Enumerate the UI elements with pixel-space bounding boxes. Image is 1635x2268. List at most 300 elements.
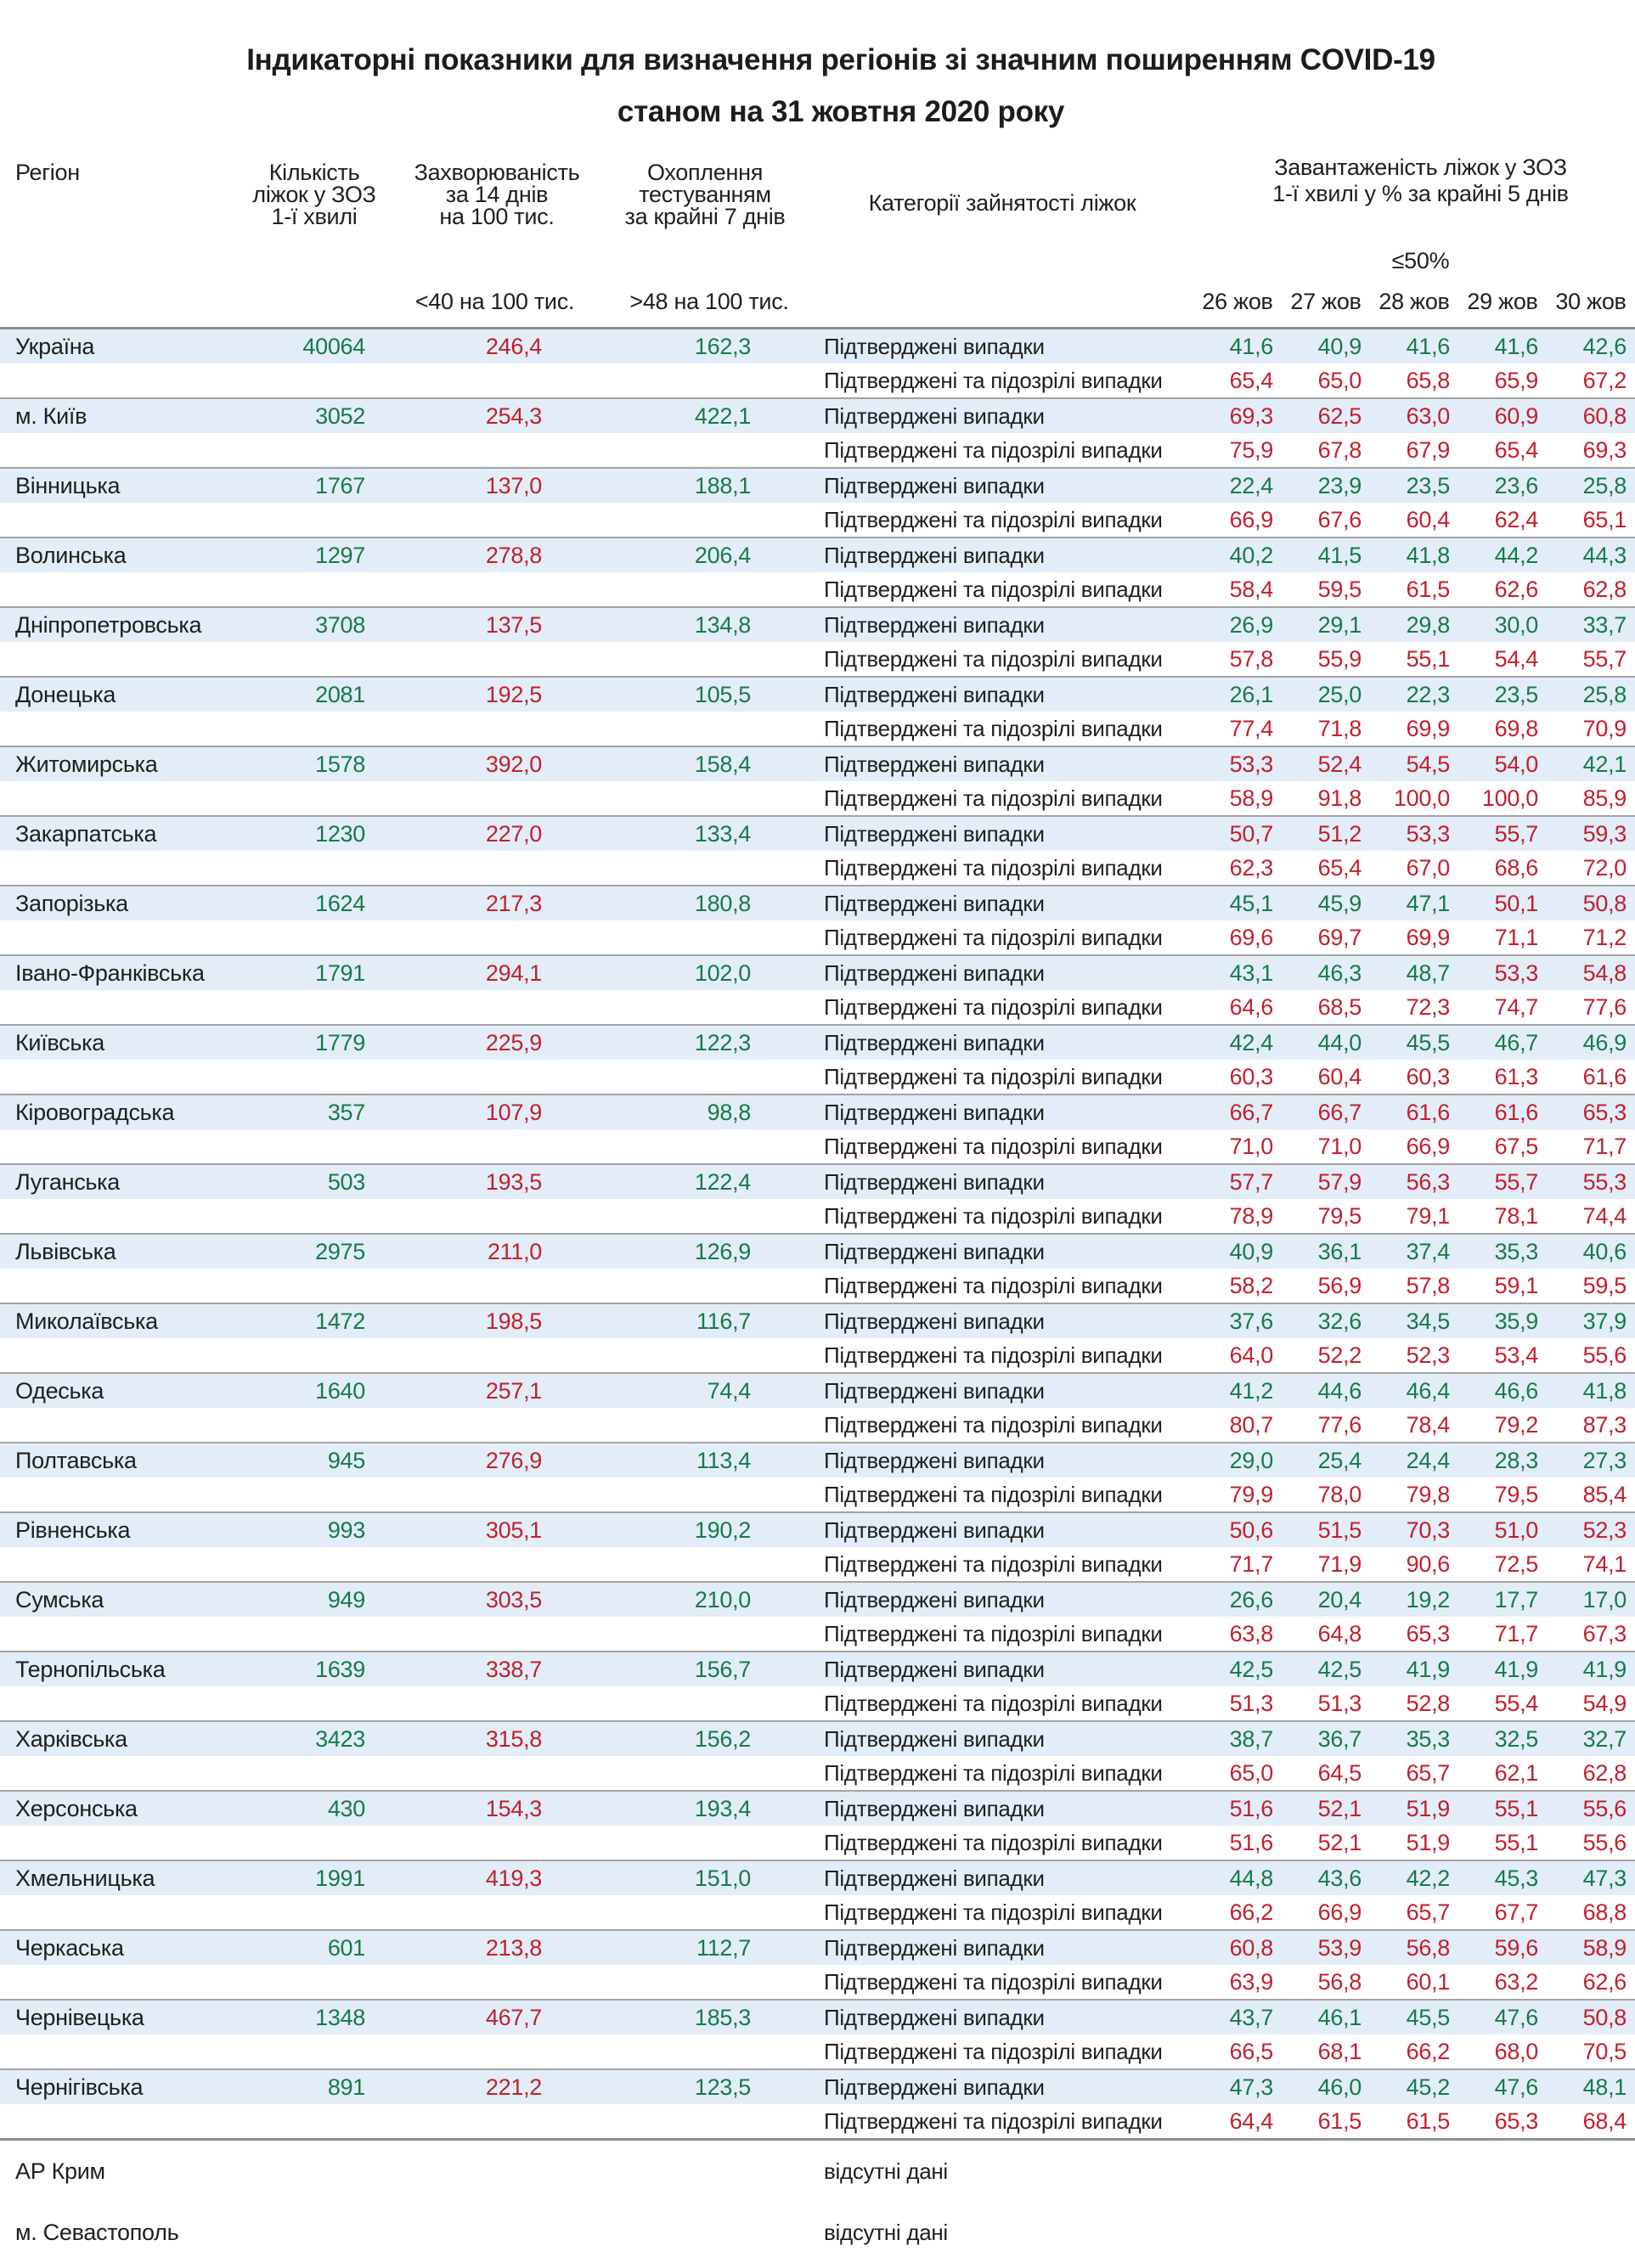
occupancy-value: 47,3 bbox=[1229, 2074, 1273, 2100]
occupancy-value: 65,7 bbox=[1406, 1759, 1450, 1786]
occupancy-value: 46,3 bbox=[1317, 960, 1362, 986]
beds-value: 2081 bbox=[315, 681, 365, 707]
occupancy-value: 77,4 bbox=[1229, 715, 1273, 741]
incidence-value: 315,8 bbox=[485, 1725, 542, 1752]
occupancy-value: 60,4 bbox=[1317, 1063, 1362, 1089]
beds-value: 1791 bbox=[315, 960, 365, 986]
occupancy-value: 67,9 bbox=[1406, 436, 1450, 463]
region-name: Житомирська bbox=[15, 751, 158, 777]
category-label-confirmed: Підтверджені випадки bbox=[824, 1447, 1045, 1473]
occupancy-value: 66,2 bbox=[1406, 2038, 1450, 2064]
beds-value: 1624 bbox=[315, 890, 365, 916]
occupancy-value: 41,5 bbox=[1317, 542, 1362, 568]
occupancy-value: 45,3 bbox=[1494, 1865, 1538, 1891]
occupancy-value: 61,6 bbox=[1494, 1099, 1538, 1125]
occupancy-value: 55,7 bbox=[1494, 820, 1538, 847]
table-row-confirmed-suspected bbox=[0, 1826, 1635, 1860]
table-row-confirmed-suspected bbox=[0, 1547, 1635, 1581]
region-name: Київська bbox=[15, 1029, 104, 1055]
occupancy-value: 52,8 bbox=[1406, 1690, 1450, 1716]
region-block bbox=[0, 537, 1635, 606]
beds-value: 1297 bbox=[315, 542, 365, 568]
occupancy-value: 67,5 bbox=[1494, 1133, 1538, 1159]
occupancy-value: 58,2 bbox=[1229, 1272, 1273, 1298]
table-row-confirmed bbox=[0, 1235, 1635, 1269]
occupancy-value: 67,2 bbox=[1582, 367, 1627, 393]
occupancy-value: 44,2 bbox=[1494, 542, 1538, 568]
occupancy-value: 51,9 bbox=[1406, 1829, 1450, 1855]
occupancy-value: 25,8 bbox=[1582, 681, 1627, 707]
table-body bbox=[0, 327, 1635, 2263]
occupancy-value: 46,0 bbox=[1317, 2074, 1362, 2100]
occupancy-value: 19,2 bbox=[1406, 1586, 1450, 1612]
category-label-confirmed-suspected: Підтверджені та підозрілі випадки bbox=[824, 1690, 1163, 1716]
occupancy-value: 35,3 bbox=[1494, 1238, 1538, 1264]
incidence-value: 254,3 bbox=[485, 402, 542, 429]
region-name: Рівненська bbox=[15, 1517, 131, 1543]
category-label-confirmed: Підтверджені випадки bbox=[824, 820, 1045, 847]
table-row-confirmed bbox=[0, 1444, 1635, 1477]
occupancy-value: 46,9 bbox=[1582, 1029, 1627, 1055]
occupancy-value: 62,6 bbox=[1582, 1968, 1627, 1995]
category-label-confirmed: Підтверджені випадки bbox=[824, 333, 1045, 359]
occupancy-value: 41,9 bbox=[1582, 1656, 1627, 1682]
category-label-confirmed: Підтверджені випадки bbox=[824, 751, 1045, 777]
column-header-testing: Охоплення тестуванням за крайні 7 днів bbox=[624, 160, 786, 229]
region-name: Вінницька bbox=[15, 472, 121, 498]
testing-value: 98,8 bbox=[707, 1099, 751, 1125]
occupancy-value: 17,7 bbox=[1494, 1586, 1538, 1612]
category-label-confirmed-suspected: Підтверджені та підозрілі випадки bbox=[824, 924, 1163, 950]
occupancy-value: 77,6 bbox=[1582, 993, 1627, 1020]
occupancy-value: 47,6 bbox=[1494, 2004, 1538, 2030]
occupancy-value: 63,8 bbox=[1229, 1620, 1273, 1646]
testing-value: 188,1 bbox=[694, 472, 751, 498]
incidence-value: 137,0 bbox=[485, 472, 542, 498]
occupancy-value: 65,8 bbox=[1406, 367, 1450, 393]
occupancy-value: 71,0 bbox=[1317, 1133, 1362, 1159]
occupancy-value: 22,3 bbox=[1406, 681, 1450, 707]
occupancy-value: 53,3 bbox=[1229, 751, 1273, 777]
occupancy-value: 64,5 bbox=[1317, 1759, 1362, 1786]
category-label-confirmed: Підтверджені випадки bbox=[824, 542, 1045, 568]
no-data-label: відсутні дані bbox=[824, 2219, 948, 2245]
table-row-confirmed bbox=[0, 747, 1635, 781]
category-label-confirmed-suspected: Підтверджені та підозрілі випадки bbox=[824, 436, 1163, 463]
occupancy-value: 66,9 bbox=[1406, 1133, 1450, 1159]
occupancy-value: 23,5 bbox=[1494, 681, 1538, 707]
region-name: Чернігівська bbox=[15, 2074, 144, 2100]
occupancy-value: 67,3 bbox=[1582, 1620, 1627, 1646]
occupancy-value: 79,8 bbox=[1406, 1481, 1450, 1507]
table-row-confirmed-suspected bbox=[0, 2034, 1635, 2068]
occupancy-value: 32,7 bbox=[1582, 1725, 1627, 1752]
occupancy-value: 52,3 bbox=[1406, 1342, 1450, 1368]
occupancy-value: 65,7 bbox=[1406, 1899, 1450, 1925]
occupancy-value: 78,9 bbox=[1229, 1202, 1273, 1229]
category-label-confirmed: Підтверджені випадки bbox=[824, 1517, 1045, 1543]
table-row-confirmed-suspected bbox=[0, 363, 1635, 397]
occupancy-value: 41,6 bbox=[1229, 333, 1273, 359]
table-row-confirmed-suspected bbox=[0, 920, 1635, 954]
occupancy-value: 56,3 bbox=[1406, 1168, 1450, 1195]
occupancy-value: 78,1 bbox=[1494, 1202, 1538, 1229]
region-block bbox=[0, 1999, 1635, 2068]
occupancy-value: 61,5 bbox=[1406, 576, 1450, 602]
occupancy-value: 62,8 bbox=[1582, 1759, 1627, 1786]
region-block bbox=[0, 954, 1635, 1024]
table-row-confirmed-suspected bbox=[0, 1756, 1635, 1790]
region-block bbox=[0, 1303, 1635, 1372]
table-row-confirmed bbox=[0, 538, 1635, 572]
region-block bbox=[0, 327, 1635, 397]
occupancy-value: 64,0 bbox=[1229, 1342, 1273, 1368]
date-header: 26 жов bbox=[1202, 288, 1273, 314]
region-block bbox=[0, 1651, 1635, 1720]
table-row-confirmed bbox=[0, 1722, 1635, 1756]
region-block bbox=[0, 467, 1635, 537]
occupancy-value: 69,9 bbox=[1406, 924, 1450, 950]
table-row-confirmed bbox=[0, 1652, 1635, 1686]
occupancy-value: 45,5 bbox=[1406, 1029, 1450, 1055]
occupancy-value: 69,8 bbox=[1494, 715, 1538, 741]
occupancy-value: 65,3 bbox=[1494, 2108, 1538, 2134]
occupancy-value: 61,3 bbox=[1494, 1063, 1538, 1089]
occupancy-value: 62,4 bbox=[1494, 506, 1538, 532]
table-row bbox=[0, 2202, 1635, 2263]
occupancy-value: 62,3 bbox=[1229, 854, 1273, 881]
region-block bbox=[0, 815, 1635, 885]
occupancy-value: 51,3 bbox=[1317, 1690, 1362, 1716]
beds-value: 1779 bbox=[315, 1029, 365, 1055]
occupancy-value: 26,6 bbox=[1229, 1586, 1273, 1612]
occupancy-value: 67,8 bbox=[1317, 436, 1362, 463]
category-label-confirmed-suspected: Підтверджені та підозрілі випадки bbox=[824, 2108, 1163, 2134]
region-block bbox=[0, 1372, 1635, 1442]
table-row-confirmed-suspected bbox=[0, 1965, 1635, 1999]
table-row-confirmed-suspected bbox=[0, 1895, 1635, 1929]
region-name: Одеська bbox=[15, 1377, 104, 1404]
region-block bbox=[0, 2068, 1635, 2138]
beds-value: 3423 bbox=[315, 1725, 365, 1752]
occupancy-value: 24,4 bbox=[1406, 1447, 1450, 1473]
occupancy-value: 46,6 bbox=[1494, 1377, 1538, 1404]
occupancy-value: 52,1 bbox=[1317, 1829, 1362, 1855]
category-label-confirmed-suspected: Підтверджені та підозрілі випадки bbox=[824, 1759, 1163, 1786]
beds-value: 1472 bbox=[315, 1308, 365, 1334]
occupancy-value: 50,6 bbox=[1229, 1517, 1273, 1543]
category-label-confirmed: Підтверджені випадки bbox=[824, 2004, 1045, 2030]
occupancy-value: 52,1 bbox=[1317, 1795, 1362, 1821]
report-title-line1: Індикаторні показники для визначення регіонів зі значним поширенням COVID-19 bbox=[246, 43, 1435, 76]
occupancy-value: 85,9 bbox=[1582, 785, 1627, 811]
category-label-confirmed: Підтверджені випадки bbox=[824, 1586, 1045, 1612]
occupancy-value: 51,2 bbox=[1317, 820, 1362, 847]
testing-value: 122,3 bbox=[694, 1029, 751, 1055]
occupancy-value: 41,6 bbox=[1494, 333, 1538, 359]
occupancy-value: 41,8 bbox=[1582, 1377, 1627, 1404]
occupancy-threshold-label: ≤50% bbox=[1391, 248, 1450, 273]
occupancy-value: 91,8 bbox=[1317, 785, 1362, 811]
occupancy-value: 74,4 bbox=[1582, 1202, 1627, 1229]
table-header bbox=[0, 144, 1635, 327]
category-label-confirmed: Підтверджені випадки bbox=[824, 1377, 1045, 1404]
beds-value: 891 bbox=[327, 2074, 365, 2100]
incidence-value: 227,0 bbox=[485, 820, 542, 847]
occupancy-value: 45,5 bbox=[1406, 2004, 1450, 2030]
occupancy-value: 32,5 bbox=[1494, 1725, 1538, 1752]
occupancy-value: 78,0 bbox=[1317, 1481, 1362, 1507]
testing-value: 180,8 bbox=[694, 890, 751, 916]
occupancy-value: 23,5 bbox=[1406, 472, 1450, 498]
table-row-confirmed bbox=[0, 469, 1635, 503]
table-row-confirmed-suspected bbox=[0, 1269, 1635, 1303]
category-label-confirmed: Підтверджені випадки bbox=[824, 1308, 1045, 1334]
occupancy-value: 66,7 bbox=[1317, 1099, 1362, 1125]
occupancy-value: 37,9 bbox=[1582, 1308, 1627, 1334]
occupancy-value: 79,5 bbox=[1317, 1202, 1362, 1229]
testing-value: 112,7 bbox=[696, 1934, 751, 1961]
region-block bbox=[0, 676, 1635, 746]
incidence-value: 305,1 bbox=[485, 1517, 542, 1543]
testing-value: 134,8 bbox=[694, 611, 751, 638]
occupancy-value: 63,0 bbox=[1406, 402, 1450, 429]
occupancy-value: 66,2 bbox=[1229, 1899, 1273, 1925]
incidence-value: 217,3 bbox=[485, 890, 542, 916]
occupancy-value: 20,4 bbox=[1317, 1586, 1362, 1612]
category-label-confirmed: Підтверджені випадки bbox=[824, 1099, 1045, 1125]
category-label-confirmed-suspected: Підтверджені та підозрілі випадки bbox=[824, 645, 1163, 672]
occupancy-value: 17,0 bbox=[1582, 1586, 1627, 1612]
occupancy-value: 75,9 bbox=[1229, 436, 1273, 463]
table-row-confirmed-suspected bbox=[0, 1129, 1635, 1163]
occupancy-value: 55,7 bbox=[1494, 1168, 1538, 1195]
occupancy-value: 62,8 bbox=[1582, 576, 1627, 602]
occupancy-value: 32,6 bbox=[1317, 1308, 1362, 1334]
occupancy-value: 78,4 bbox=[1406, 1411, 1450, 1438]
testing-value: 102,0 bbox=[694, 960, 751, 986]
region-name: Львівська bbox=[15, 1238, 116, 1264]
occupancy-value: 56,9 bbox=[1317, 1272, 1362, 1298]
occupancy-value: 50,1 bbox=[1494, 890, 1538, 916]
beds-value: 1578 bbox=[315, 751, 365, 777]
column-header-occupancy: Завантаженість ліжок у ЗОЗ 1-ї хвилі у % за крайні 5 днів bbox=[1272, 155, 1569, 206]
region-name: Україна bbox=[15, 333, 95, 359]
occupancy-value: 46,1 bbox=[1317, 2004, 1362, 2030]
occupancy-value: 71,7 bbox=[1582, 1133, 1627, 1159]
column-header-category: Категорії зайнятості ліжок bbox=[868, 190, 1136, 216]
occupancy-value: 53,3 bbox=[1406, 820, 1450, 847]
beds-value: 993 bbox=[327, 1517, 365, 1543]
incidence-value: 303,5 bbox=[485, 1586, 542, 1612]
occupancy-value: 29,1 bbox=[1317, 611, 1362, 638]
table-row bbox=[0, 2141, 1635, 2202]
occupancy-value: 55,1 bbox=[1406, 645, 1450, 672]
occupancy-value: 77,6 bbox=[1317, 1411, 1362, 1438]
region-name: Тернопільська bbox=[15, 1656, 166, 1682]
occupancy-value: 43,7 bbox=[1229, 2004, 1273, 2030]
region-block bbox=[0, 1511, 1635, 1581]
occupancy-value: 55,4 bbox=[1494, 1690, 1538, 1716]
occupancy-value: 61,6 bbox=[1582, 1063, 1627, 1089]
occupancy-value: 66,9 bbox=[1229, 506, 1273, 532]
category-label-confirmed: Підтверджені випадки bbox=[824, 960, 1045, 986]
occupancy-value: 44,3 bbox=[1582, 542, 1627, 568]
category-label-confirmed-suspected: Підтверджені та підозрілі випадки bbox=[824, 715, 1163, 741]
table-row-confirmed bbox=[0, 1931, 1635, 1965]
occupancy-value: 54,5 bbox=[1406, 751, 1450, 777]
region-name: Запорізька bbox=[15, 890, 128, 916]
occupancy-value: 65,9 bbox=[1494, 367, 1538, 393]
beds-value: 1230 bbox=[315, 820, 365, 847]
occupancy-value: 55,6 bbox=[1582, 1795, 1627, 1821]
occupancy-value: 58,9 bbox=[1229, 785, 1273, 811]
occupancy-value: 64,6 bbox=[1229, 993, 1273, 1020]
occupancy-value: 50,8 bbox=[1582, 2004, 1627, 2030]
occupancy-value: 44,0 bbox=[1317, 1029, 1362, 1055]
occupancy-value: 55,3 bbox=[1582, 1168, 1627, 1195]
occupancy-value: 71,1 bbox=[1494, 924, 1538, 950]
category-label-confirmed: Підтверджені випадки bbox=[824, 1656, 1045, 1682]
region-block bbox=[0, 397, 1635, 467]
occupancy-value: 26,9 bbox=[1229, 611, 1273, 638]
table-row-confirmed bbox=[0, 1304, 1635, 1338]
testing-value: 122,4 bbox=[694, 1168, 751, 1195]
occupancy-value: 66,7 bbox=[1229, 1099, 1273, 1125]
table-row-confirmed-suspected bbox=[0, 572, 1635, 606]
table-row-confirmed-suspected bbox=[0, 1060, 1635, 1094]
table-row-confirmed bbox=[0, 1026, 1635, 1060]
testing-value: 190,2 bbox=[694, 1517, 751, 1543]
occupancy-value: 70,3 bbox=[1406, 1517, 1450, 1543]
occupancy-value: 47,6 bbox=[1494, 2074, 1538, 2100]
category-label-confirmed-suspected: Підтверджені та підозрілі випадки bbox=[824, 854, 1163, 881]
occupancy-value: 85,4 bbox=[1582, 1481, 1627, 1507]
occupancy-value: 65,0 bbox=[1317, 367, 1362, 393]
occupancy-value: 37,6 bbox=[1229, 1308, 1273, 1334]
occupancy-value: 42,5 bbox=[1229, 1656, 1273, 1682]
occupancy-value: 59,3 bbox=[1582, 820, 1627, 847]
region-name: Луганська bbox=[15, 1168, 120, 1195]
occupancy-value: 71,8 bbox=[1317, 715, 1362, 741]
category-label-confirmed-suspected: Підтверджені та підозрілі випадки bbox=[824, 1202, 1163, 1229]
occupancy-value: 30,0 bbox=[1494, 611, 1538, 638]
occupancy-value: 42,5 bbox=[1317, 1656, 1362, 1682]
region-block bbox=[0, 1442, 1635, 1511]
testing-value: 74,4 bbox=[707, 1377, 751, 1404]
occupancy-value: 71,7 bbox=[1229, 1550, 1273, 1577]
table-row-confirmed-suspected bbox=[0, 1408, 1635, 1442]
beds-value: 3708 bbox=[315, 611, 365, 638]
occupancy-value: 46,7 bbox=[1494, 1029, 1538, 1055]
occupancy-value: 70,9 bbox=[1582, 715, 1627, 741]
occupancy-value: 45,9 bbox=[1317, 890, 1362, 916]
region-name: Чернівецька bbox=[15, 2004, 144, 2030]
category-label-confirmed-suspected: Підтверджені та підозрілі випадки bbox=[824, 1968, 1163, 1995]
category-label-confirmed-suspected: Підтверджені та підозрілі випадки bbox=[824, 1481, 1163, 1507]
occupancy-value: 40,6 bbox=[1582, 1238, 1627, 1264]
region-name: Харківська bbox=[15, 1725, 127, 1752]
table-row-confirmed-suspected bbox=[0, 712, 1635, 746]
category-label-confirmed-suspected: Підтверджені та підозрілі випадки bbox=[824, 2038, 1163, 2064]
occupancy-value: 74,7 bbox=[1494, 993, 1538, 1020]
testing-value: 162,3 bbox=[694, 333, 751, 359]
category-label-confirmed-suspected: Підтверджені та підозрілі випадки bbox=[824, 1063, 1163, 1089]
beds-value: 503 bbox=[327, 1168, 365, 1195]
occupancy-value: 27,3 bbox=[1582, 1447, 1627, 1473]
occupancy-value: 47,1 bbox=[1406, 890, 1450, 916]
region-block bbox=[0, 1860, 1635, 1929]
occupancy-value: 69,6 bbox=[1229, 924, 1273, 950]
occupancy-value: 53,4 bbox=[1494, 1342, 1538, 1368]
incidence-value: 137,5 bbox=[485, 611, 542, 638]
occupancy-value: 54,8 bbox=[1582, 960, 1627, 986]
beds-value: 430 bbox=[327, 1795, 365, 1821]
occupancy-value: 51,3 bbox=[1229, 1690, 1273, 1716]
occupancy-value: 79,2 bbox=[1494, 1411, 1538, 1438]
occupancy-value: 71,0 bbox=[1229, 1133, 1273, 1159]
table-row-confirmed bbox=[0, 2070, 1635, 2104]
occupancy-value: 62,1 bbox=[1494, 1759, 1538, 1786]
occupancy-value: 61,5 bbox=[1406, 2108, 1450, 2134]
occupancy-value: 64,4 bbox=[1229, 2108, 1273, 2134]
occupancy-value: 62,6 bbox=[1494, 576, 1538, 602]
region-block bbox=[0, 1929, 1635, 1999]
occupancy-value: 65,0 bbox=[1229, 1759, 1273, 1786]
occupancy-value: 79,9 bbox=[1229, 1481, 1273, 1507]
incidence-value: 278,8 bbox=[485, 542, 542, 568]
region-block bbox=[0, 606, 1635, 676]
date-header: 29 жов bbox=[1467, 288, 1538, 314]
category-label-confirmed-suspected: Підтверджені та підозрілі випадки bbox=[824, 367, 1163, 393]
beds-value: 1639 bbox=[315, 1656, 365, 1682]
occupancy-value: 60,8 bbox=[1582, 402, 1627, 429]
category-label-confirmed-suspected: Підтверджені та підозрілі випадки bbox=[824, 1899, 1163, 1925]
region-block bbox=[0, 1790, 1635, 1860]
occupancy-value: 41,6 bbox=[1406, 333, 1450, 359]
table-row-confirmed bbox=[0, 817, 1635, 851]
occupancy-value: 54,0 bbox=[1494, 751, 1538, 777]
beds-value: 2975 bbox=[315, 1238, 365, 1264]
occupancy-value: 38,7 bbox=[1229, 1725, 1273, 1752]
category-label-confirmed-suspected: Підтверджені та підозрілі випадки bbox=[824, 1829, 1163, 1855]
region-block bbox=[0, 746, 1635, 815]
occupancy-value: 51,6 bbox=[1229, 1795, 1273, 1821]
occupancy-value: 42,4 bbox=[1229, 1029, 1273, 1055]
region-name: м. Севастополь bbox=[15, 2219, 179, 2245]
incidence-value: 211,0 bbox=[487, 1238, 542, 1264]
category-label-confirmed-suspected: Підтверджені та підозрілі випадки bbox=[824, 1620, 1163, 1646]
category-label-confirmed: Підтверджені випадки bbox=[824, 1795, 1045, 1821]
category-label-confirmed: Підтверджені випадки bbox=[824, 611, 1045, 638]
table-row-confirmed-suspected bbox=[0, 433, 1635, 467]
occupancy-value: 52,4 bbox=[1317, 751, 1362, 777]
occupancy-value: 42,1 bbox=[1582, 751, 1627, 777]
occupancy-value: 65,4 bbox=[1229, 367, 1273, 393]
occupancy-value: 57,8 bbox=[1229, 645, 1273, 672]
table-row-confirmed-suspected bbox=[0, 851, 1635, 885]
occupancy-value: 55,6 bbox=[1582, 1829, 1627, 1855]
testing-value: 123,5 bbox=[694, 2074, 751, 2100]
testing-value: 193,4 bbox=[694, 1795, 751, 1821]
beds-value: 3052 bbox=[315, 402, 365, 429]
occupancy-value: 59,6 bbox=[1494, 1934, 1538, 1961]
table-row-confirmed bbox=[0, 1583, 1635, 1617]
region-name: Івано-Франківська bbox=[15, 960, 205, 986]
occupancy-value: 74,1 bbox=[1582, 1550, 1627, 1577]
occupancy-value: 35,3 bbox=[1406, 1725, 1450, 1752]
region-name: Кіровоградська bbox=[15, 1099, 175, 1125]
